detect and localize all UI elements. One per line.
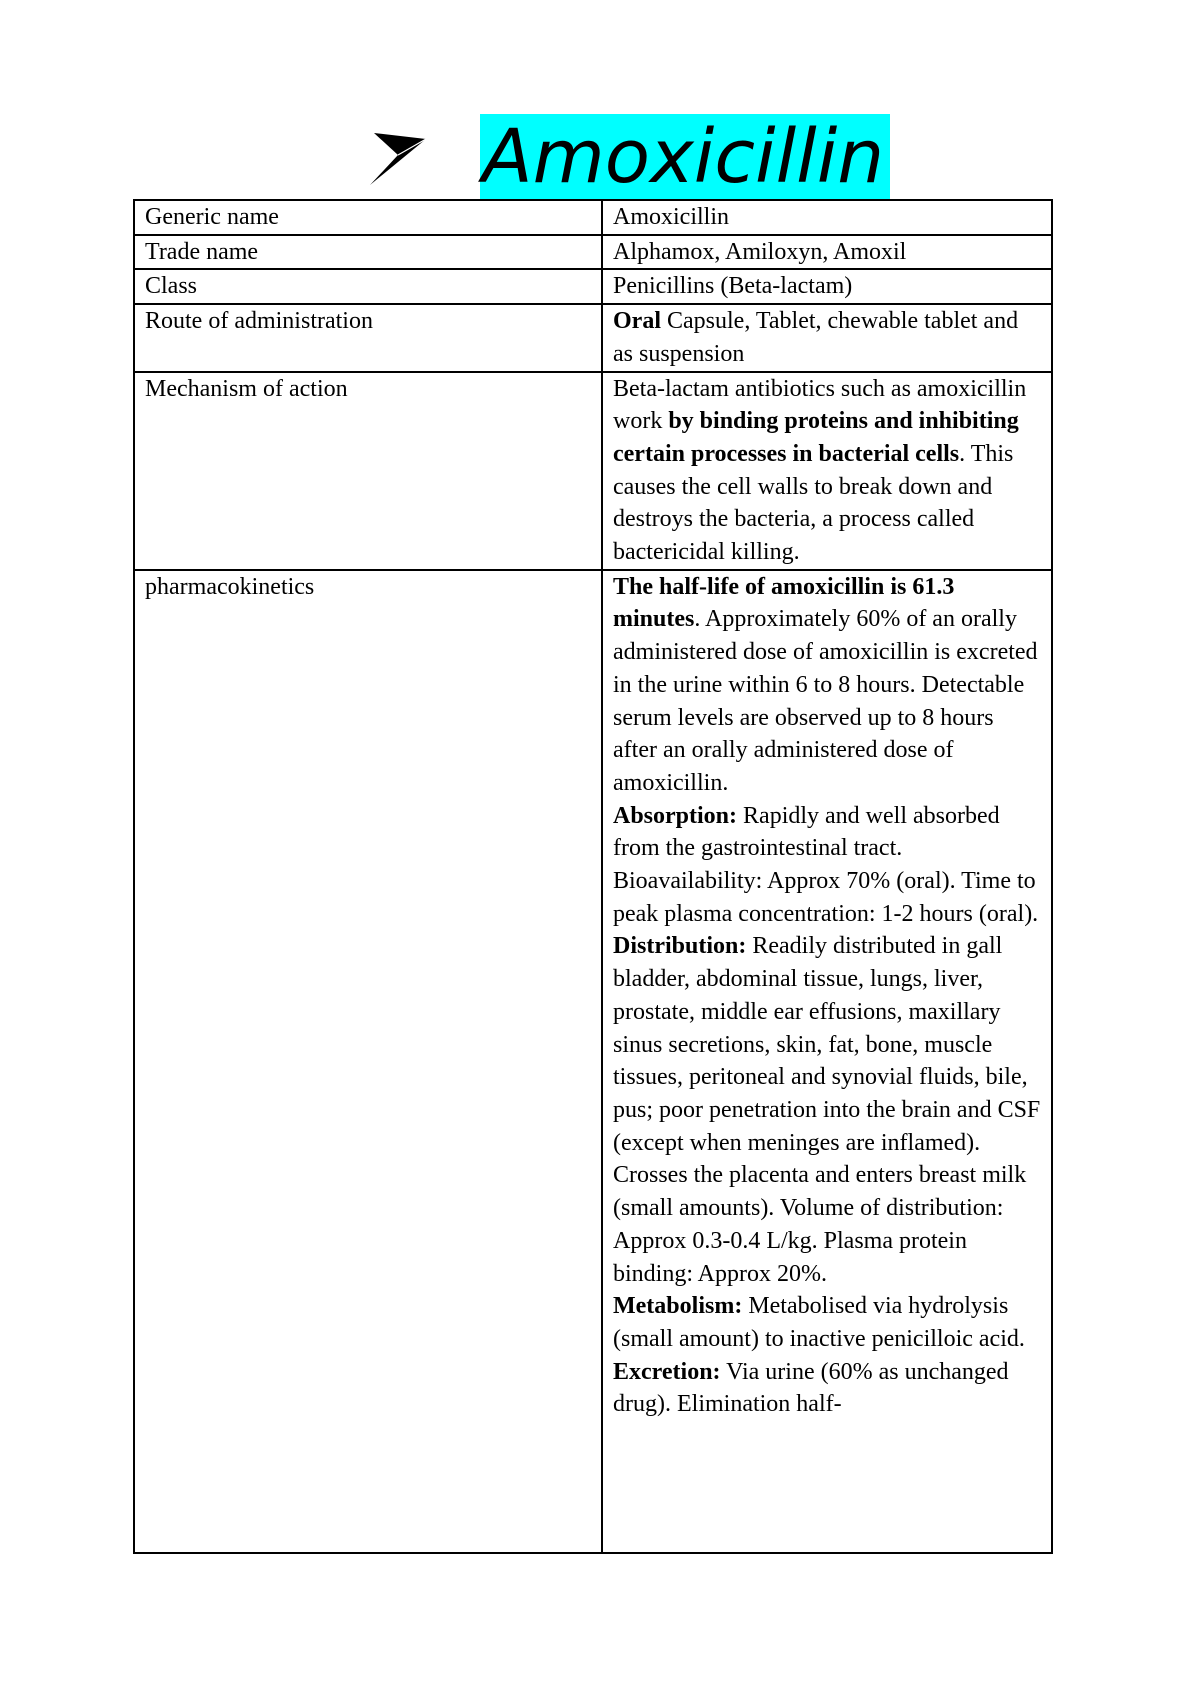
text-segment: Via urine (60% as unchanged drug). Elimination half- [613, 1358, 1009, 1418]
row-value [613, 236, 1041, 269]
document-title: Amoxicillin [480, 114, 890, 200]
arrowhead-bullet-icon [368, 127, 428, 187]
bold-text-segment: The half-life of amoxicillin is 61.3 minutes [613, 573, 955, 633]
text-segment: Beta-lactam antibiotics such as amoxicillin work [613, 375, 1027, 435]
text-segment: . This causes the cell walls to break down and destroys the bacteria, a process called bactericidal killing. [613, 440, 1014, 566]
table-row-generic-name [134, 200, 1052, 235]
text-segment: Penicillins (Beta-lactam) [613, 273, 853, 300]
bold-text-segment: Excretion: [613, 1358, 721, 1385]
text-segment: Readily distributed in gall bladder, abdominal tissue, lungs, liver, prostate, middle ear effusions, maxillary sinus secretions, skin, fat, bone, muscle tissues, peritoneal and synovial fluids, bile, pus; poor penetration into the brain and CSF (except when meninges are inflamed). Crosses the placenta and enters breast milk (small amounts). Volume of distribution: Approx 0.3-0.4 L/kg. Plasma protein binding: Approx 20%. [613, 933, 1041, 1287]
row-label-cell [134, 304, 602, 371]
row-label-cell [134, 269, 602, 304]
row-value [613, 201, 1041, 234]
row-value-cell [602, 200, 1052, 235]
row-label: Route of administration [145, 308, 373, 335]
text-segment: . Approximately 60% of an orally administered dose of amoxicillin is excreted in the urine within 6 to 8 hours. Detectable serum levels are observed up to 8 hours after an orally administered dose of amoxicillin. [613, 606, 1038, 796]
drug-info-table [133, 199, 1053, 1554]
text-segment: Amoxicillin [613, 204, 729, 230]
bold-text-segment: Oral [613, 308, 661, 335]
row-label: pharmacokinetics [145, 573, 315, 600]
row-value-cell [602, 269, 1052, 304]
table-row-trade-name [134, 235, 1052, 270]
row-value-cell [602, 235, 1052, 270]
row-label: Trade name [145, 238, 259, 265]
row-label: Generic name [145, 204, 279, 230]
row-value-cell [602, 304, 1052, 371]
bold-text-segment: by binding proteins and inhibiting certain processes in bacterial cells [613, 408, 1019, 467]
text-segment: Alphamox, Amiloxyn, Amoxil [613, 238, 907, 265]
row-value-cell [602, 372, 1052, 570]
text-segment: Capsule, Tablet, chewable tablet and as suspension [613, 308, 1019, 367]
table-row-pharmacokinetics [134, 570, 1052, 1553]
row-label-cell [134, 570, 602, 1553]
row-value [613, 270, 1041, 303]
row-label-cell [134, 235, 602, 270]
text-segment: Rapidly and well absorbed from the gastrointestinal tract. Bioavailability: Approx 70% (oral). Time to peak plasma concentration: 1-2 hours (oral). [613, 802, 1039, 927]
bold-text-segment: Absorption: [613, 802, 738, 829]
row-label: Class [145, 273, 198, 300]
table-row-route-of-administration [134, 304, 1052, 371]
row-value [613, 373, 1041, 569]
row-label-cell [134, 200, 602, 235]
table-row-mechanism-of-action [134, 372, 1052, 570]
row-label: Mechanism of action [145, 375, 348, 402]
table-row-class [134, 269, 1052, 304]
row-value [613, 571, 1041, 1552]
text-segment: Metabolised via hydrolysis (small amount) to inactive penicilloic acid. [613, 1293, 1025, 1352]
document-heading [368, 114, 890, 200]
bold-text-segment: Metabolism: [613, 1293, 743, 1320]
bold-text-segment: Distribution: [613, 933, 747, 960]
row-label-cell [134, 372, 602, 570]
row-value-cell [602, 570, 1052, 1553]
row-value [613, 305, 1041, 370]
